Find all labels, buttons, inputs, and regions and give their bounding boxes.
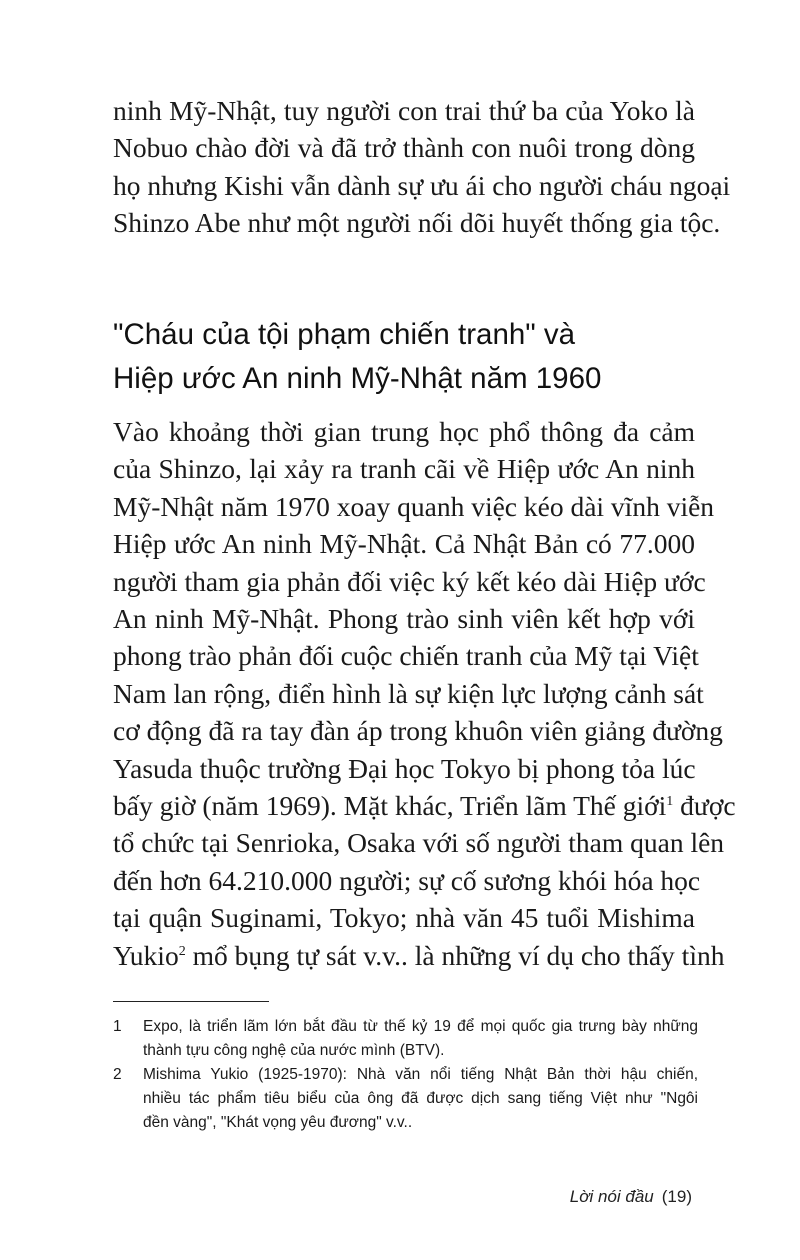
main-paragraph xyxy=(113,413,736,974)
text-line: cơ động đã ra tay đàn áp trong khuôn viên giảng đường xyxy=(113,715,723,747)
text-line: tổ chức tại Senrioka, Osaka với số người tham quan lên xyxy=(113,827,725,859)
footnote-marker-2[interactable]: 2 xyxy=(178,943,186,959)
continued-paragraph xyxy=(113,92,731,242)
page-number: (19) xyxy=(661,1187,692,1206)
text-segment: Yukio xyxy=(113,939,179,971)
footnote-line: Expo, là triển lãm lớn bắt đầu từ thế kỷ 19 để mọi quốc gia trưng bày những xyxy=(143,1018,698,1035)
text-line: họ nhưng Kishi vẫn dành sự ưu ái cho người cháu ngoại xyxy=(113,169,731,201)
footnote-divider xyxy=(113,1001,269,1002)
text-segment: được xyxy=(673,790,736,822)
text-line-with-footnote xyxy=(113,937,725,974)
text-line: tại quận Suginami, Tokyo; nhà văn 45 tuổi Mishima xyxy=(113,902,695,934)
heading-line: Hiệp ước An ninh Mỹ-Nhật năm 1960 xyxy=(113,362,602,395)
text-line: An ninh Mỹ-Nhật. Phong trào sinh viên kết hợp với xyxy=(113,603,695,635)
footnote-line: thành tựu công nghệ của nước mình (BTV). xyxy=(143,1042,445,1059)
footnote-line: đền vàng", "Khát vọng yêu đương" v.v.. xyxy=(143,1114,413,1131)
text-line: Mỹ-Nhật năm 1970 xoay quanh việc kéo dài vĩnh viễn xyxy=(113,490,715,522)
footnote-marker-1[interactable]: 1 xyxy=(666,793,674,809)
text-segment: bấy giờ (năm 1969). Mặt khác, Triển lãm Thế giới xyxy=(113,790,667,822)
text-line: Yasuda thuộc trường Đại học Tokyo bị phong tỏa lúc xyxy=(113,752,696,784)
text-segment: mổ bụng tự sát v.v.. là những ví dụ cho thấy tình xyxy=(185,939,725,971)
footnote-text xyxy=(143,1015,698,1063)
footnote-line: Mishima Yukio (1925-1970): Nhà văn nổi tiếng Nhật Bản thời hậu chiến, xyxy=(143,1066,698,1083)
text-line: Nobuo chào đời và đã trở thành con nuôi trong dòng xyxy=(113,132,695,164)
footnote-line: nhiều tác phẩm tiêu biểu của ông đã được dịch sang tiếng Việt như "Ngôi xyxy=(143,1090,698,1107)
page-footer xyxy=(570,1187,692,1207)
text-line: người tham gia phản đối việc ký kết kéo dài Hiệp ước xyxy=(113,565,706,597)
footnotes xyxy=(113,1015,698,1135)
heading-line: "Cháu của tội phạm chiến tranh" và xyxy=(113,318,576,351)
footnote-number: 1 xyxy=(113,1018,122,1035)
text-line: phong trào phản đối cuộc chiến tranh của Mỹ tại Việt xyxy=(113,640,699,672)
text-line: đến hơn 64.210.000 người; sự cố sương khói hóa học xyxy=(113,864,701,896)
text-line-with-footnote xyxy=(113,787,736,824)
text-line: Hiệp ước An ninh Mỹ-Nhật. Cả Nhật Bản có 77.000 xyxy=(113,528,695,560)
text-line: ninh Mỹ-Nhật, tuy người con trai thứ ba của Yoko là xyxy=(113,95,695,126)
text-line: Nam lan rộng, điển hình là sự kiện lực lượng cảnh sát xyxy=(113,677,704,709)
section-heading xyxy=(113,313,713,401)
text-line: của Shinzo, lại xảy ra tranh cãi về Hiệp ước An ninh xyxy=(113,453,695,485)
footnote-2 xyxy=(113,1063,698,1135)
text-line: Vào khoảng thời gian trung học phổ thông đa cảm xyxy=(113,416,695,447)
footnote-1 xyxy=(113,1015,698,1063)
footnote-text xyxy=(143,1063,698,1135)
footnote-number: 2 xyxy=(113,1066,122,1083)
running-title: Lời nói đầu xyxy=(569,1187,654,1206)
text-line: Shinzo Abe như một người nối dõi huyết thống gia tộc. xyxy=(113,207,721,239)
